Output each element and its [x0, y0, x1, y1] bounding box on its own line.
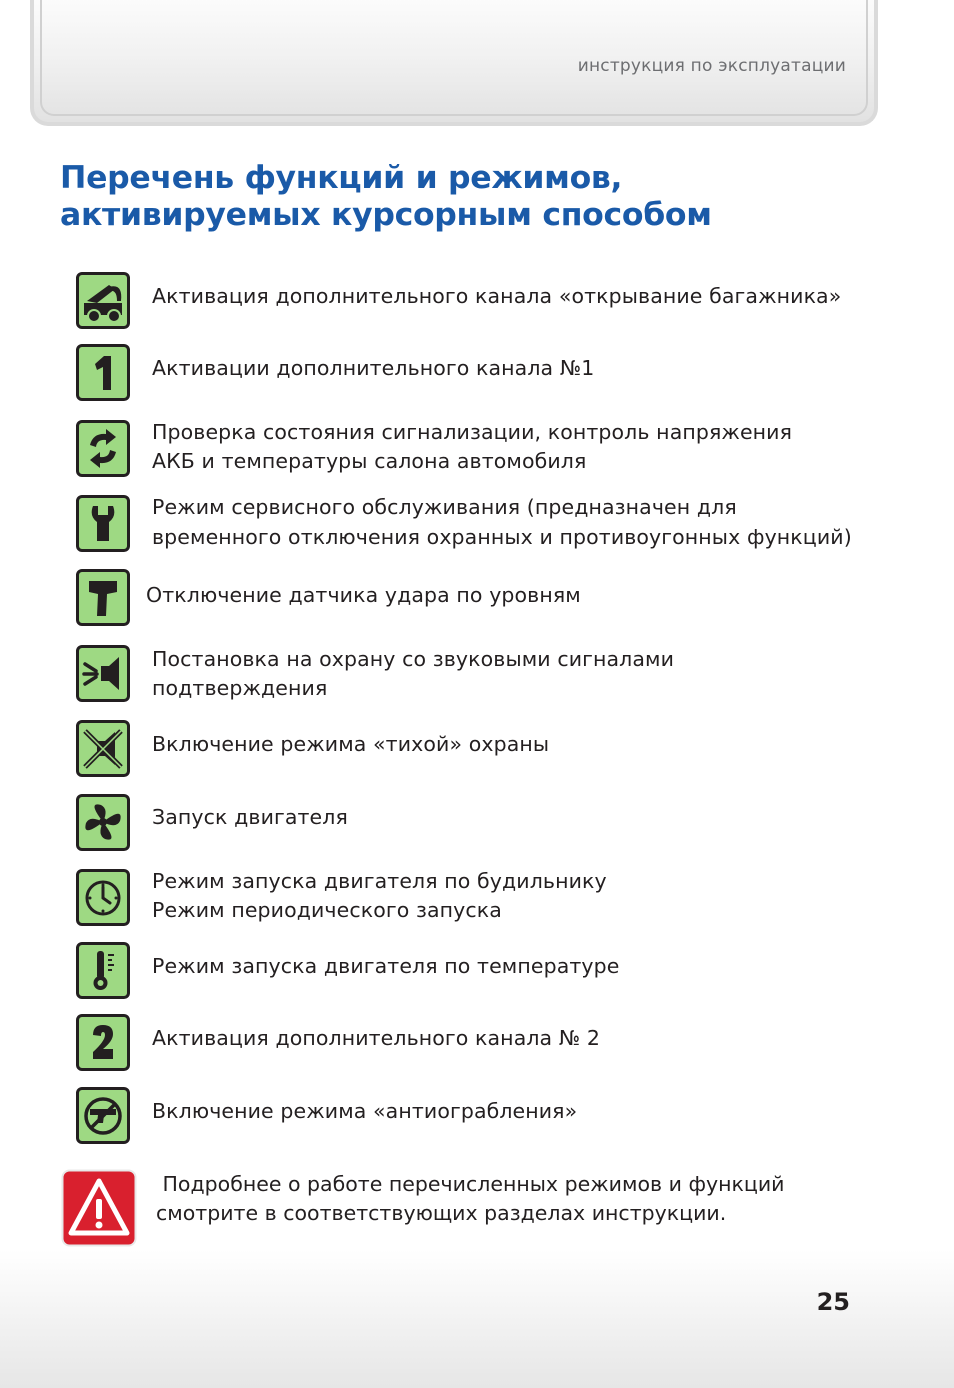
function-item	[76, 1014, 916, 1072]
item-text-line-2: АКБ и температуры салона автомобиля	[152, 449, 587, 473]
item-text-line-2: временного отключения охранных и противоугонных функций)	[152, 525, 852, 549]
note-line-2: смотрите в соответствующих разделах инструкции.	[156, 1201, 727, 1225]
title-line-2: активируемых курсорным способом	[60, 197, 712, 233]
trunk-open-icon	[76, 272, 130, 329]
function-item	[76, 272, 916, 330]
item-text-line-1: Запуск двигателя	[152, 805, 348, 829]
header-panel	[30, 0, 878, 126]
item-text-line-1: Включение режима «тихой» охраны	[152, 732, 550, 756]
function-item	[76, 420, 916, 478]
title-line-1: Перечень функций и режимов,	[60, 160, 623, 196]
item-text-line-1: Проверка состояния сигнализации, контроль напряжения	[152, 420, 793, 444]
note-text	[156, 1170, 784, 1228]
speaker-sound-icon	[76, 645, 130, 702]
item-text-line-1: Режим запуска двигателя по температуре	[152, 954, 620, 978]
fan-engine-icon	[76, 794, 130, 851]
item-text-line-1: Режим запуска двигателя по будильнику	[152, 869, 607, 893]
item-text-line-1: Активация дополнительного канала «открывание багажника»	[152, 284, 842, 308]
refresh-arrows-icon	[76, 420, 130, 477]
thermometer-icon	[76, 942, 130, 999]
header-caption: инструкция по эксплуатации	[577, 56, 846, 76]
function-item	[76, 495, 916, 553]
item-text-line-1: Отключение датчика удара по уровням	[146, 583, 581, 607]
page-title	[60, 160, 920, 234]
function-item	[76, 645, 916, 703]
footer-band	[0, 1250, 954, 1388]
speaker-muted-icon	[76, 720, 130, 777]
anti-robbery-icon	[76, 1087, 130, 1144]
function-item	[76, 1087, 916, 1145]
item-text-line-1: Активации дополнительного канала №1	[152, 356, 595, 380]
wrench-icon	[76, 495, 130, 552]
function-item	[76, 569, 916, 627]
function-item	[76, 794, 916, 852]
item-text-line-1: Постановка на охрану со звуковыми сигналами	[152, 647, 675, 671]
clock-icon	[76, 869, 130, 926]
item-text-line-1: Включение режима «антиограбления»	[152, 1099, 578, 1123]
note-line-1: Подробнее о работе перечисленных режимов и функций	[156, 1172, 785, 1196]
page-number: 25	[816, 1288, 850, 1316]
item-text-line-1: Режим сервисного обслуживания (предназначен для	[152, 495, 737, 519]
item-text-line-2: подтверждения	[152, 676, 328, 700]
function-item	[76, 942, 916, 1000]
item-text-line-1: Активация дополнительного канала № 2	[152, 1026, 601, 1050]
channel-2-icon	[76, 1014, 130, 1071]
hammer-icon	[76, 569, 130, 626]
item-text-line-2: Режим периодического запуска	[152, 898, 502, 922]
channel-1-icon	[76, 344, 130, 401]
function-item	[76, 720, 916, 778]
function-item	[76, 344, 916, 402]
warning-triangle-icon	[61, 1169, 137, 1247]
function-item	[76, 869, 916, 927]
